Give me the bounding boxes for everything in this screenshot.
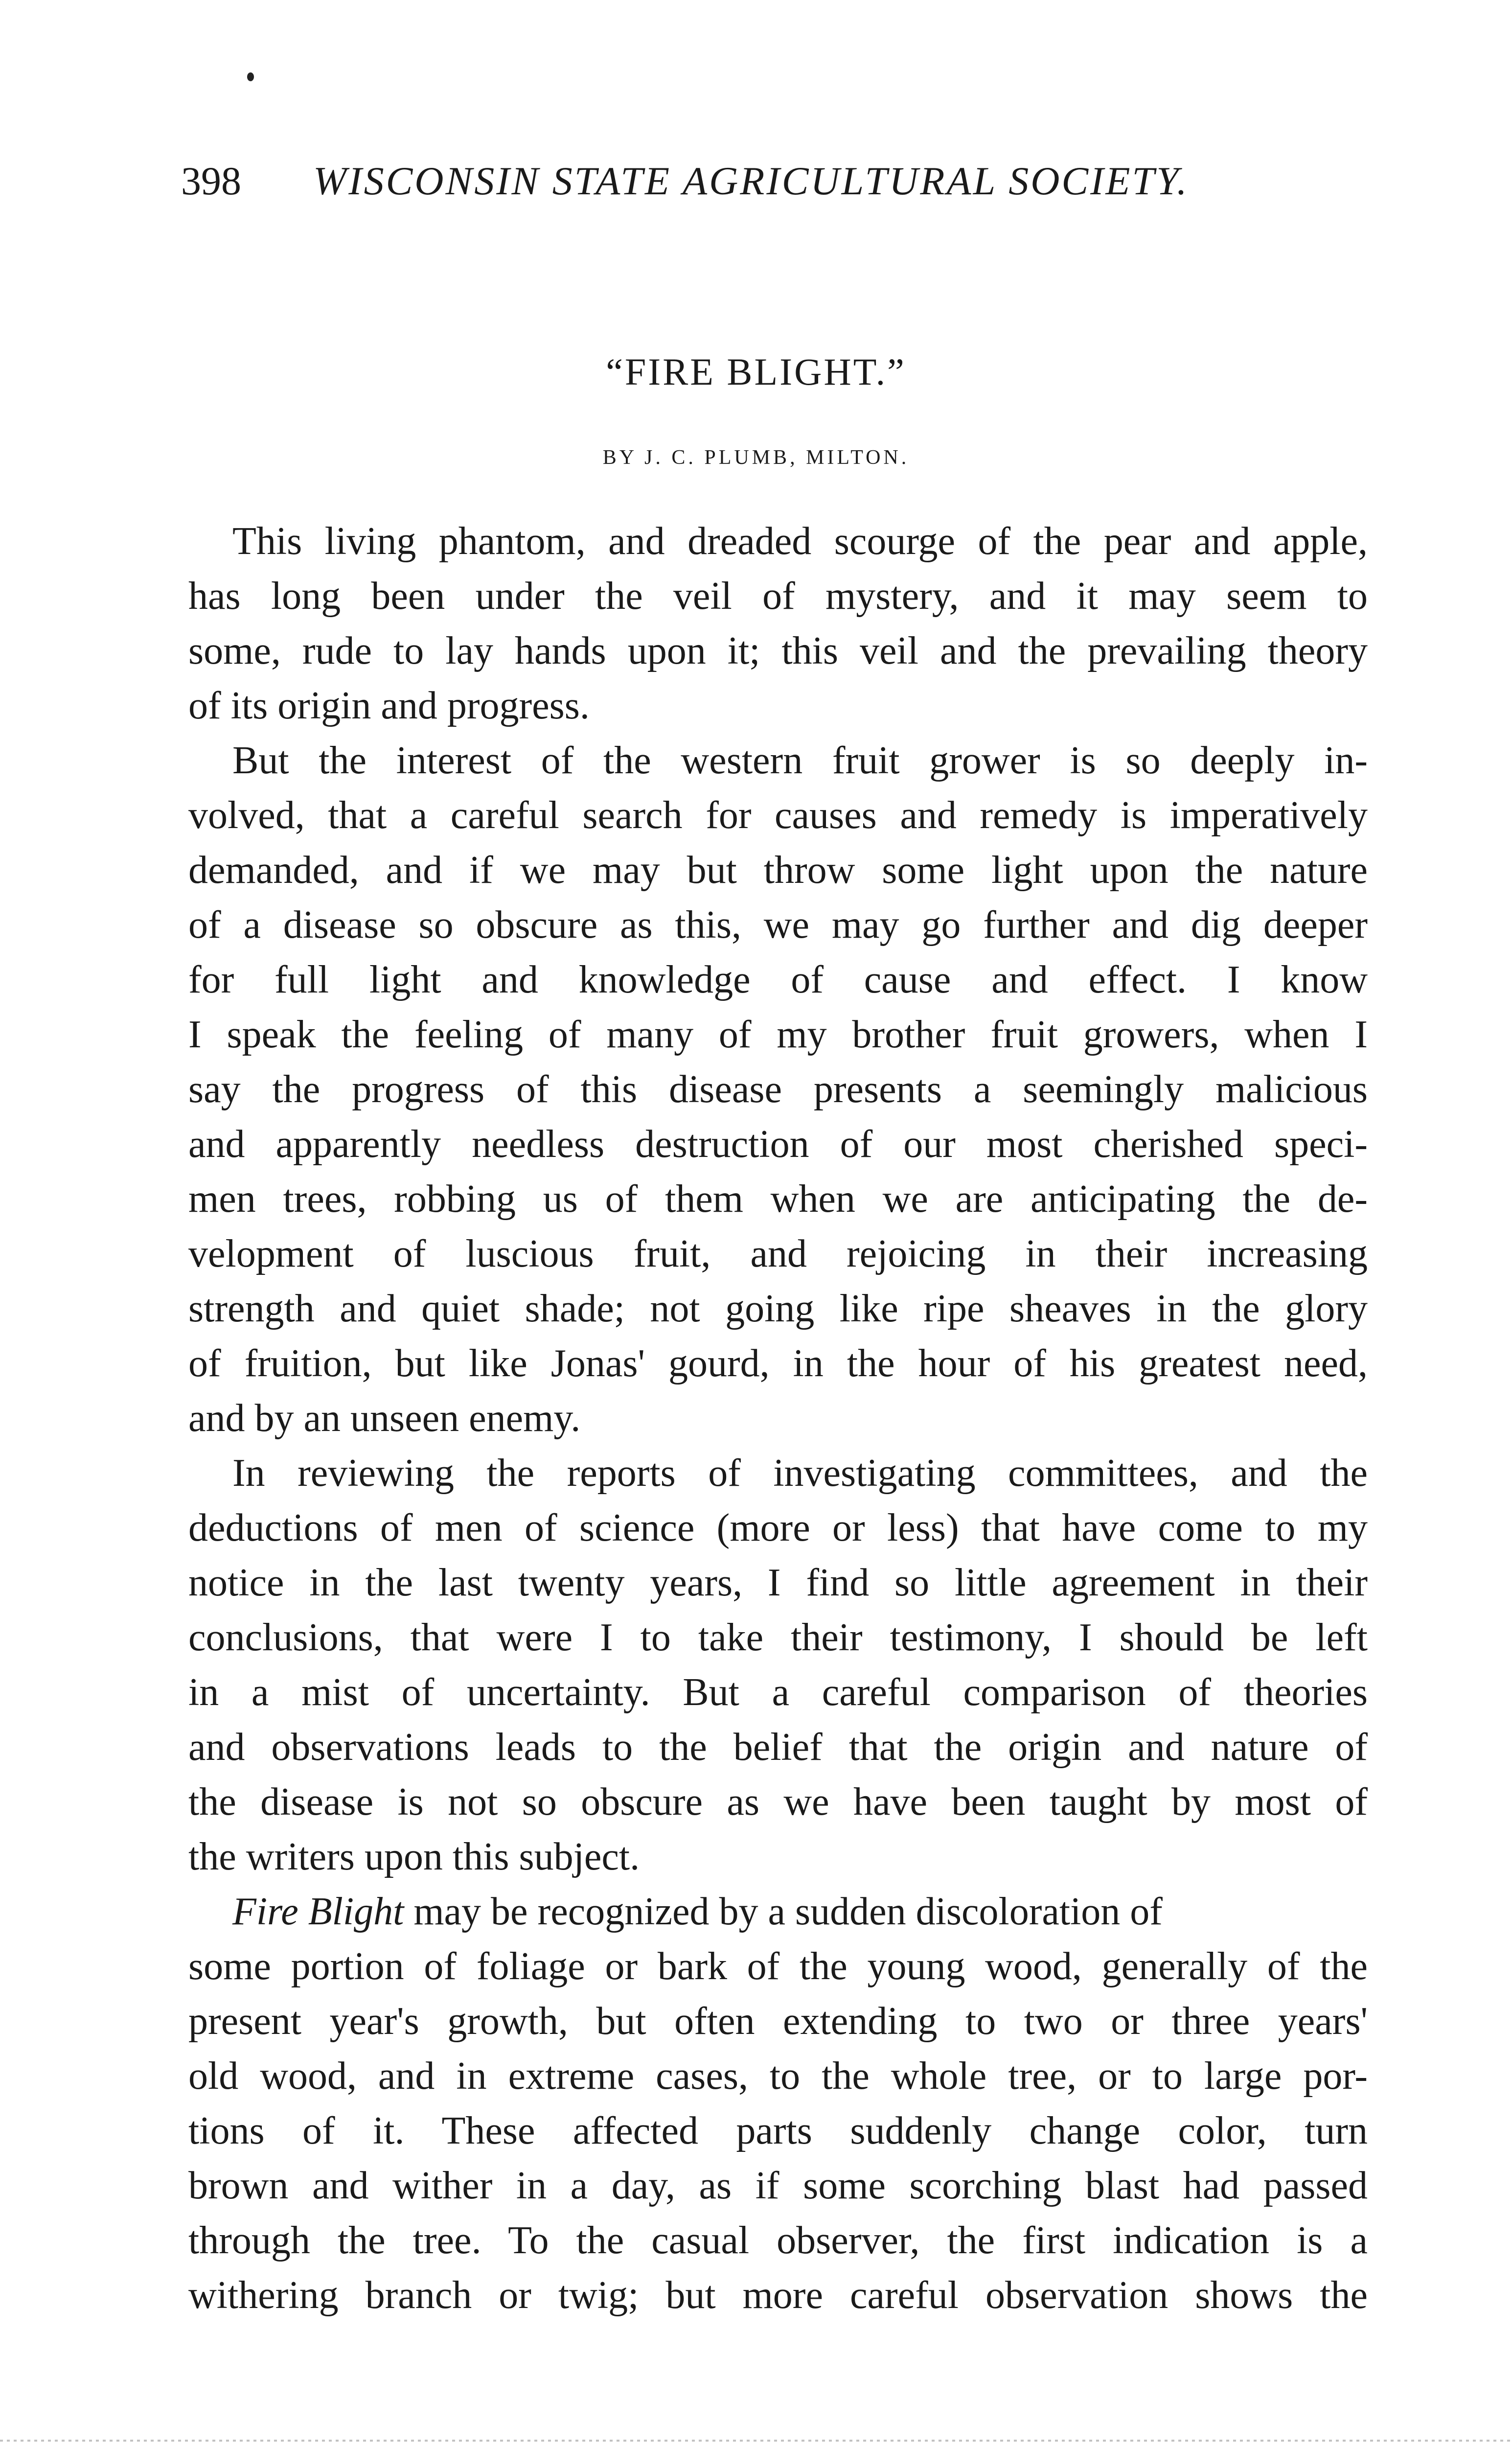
body-line: deductions of men of science (more or less) that have come to my xyxy=(188,1506,1368,1549)
body-line: present year's growth, but often extending to two or three years' xyxy=(188,2000,1368,2043)
body-line: This living phantom, and dreaded scourge of the pear and apple, xyxy=(232,520,1368,563)
body-line: volved, that a careful search for causes and remedy is imperatively xyxy=(188,794,1368,837)
body-line: through the tree. To the casual observer, the first indication is a xyxy=(188,2219,1368,2262)
body-line-rest: may be recognized by a sudden discoloration of xyxy=(404,1890,1163,1933)
body-line: of its origin and progress. xyxy=(188,684,590,727)
body-line: men trees, robbing us of them when we are anticipating the de- xyxy=(188,1177,1368,1221)
body-line xyxy=(188,1884,1368,1939)
page-header xyxy=(181,152,1355,220)
body-line: and apparently needless destruction of our most cherished speci- xyxy=(188,1123,1368,1166)
body-line: withering branch or twig; but more careful observation shows the xyxy=(188,2274,1368,2317)
body-line: and by an unseen enemy. xyxy=(188,1397,581,1440)
italic-term: Fire Blight xyxy=(232,1890,404,1933)
body-line: the writers upon this subject. xyxy=(188,1835,640,1878)
body-line: demanded, and if we may but throw some light upon the nature xyxy=(188,849,1368,892)
body-line: the disease is not so obscure as we have been taught by most of xyxy=(188,1780,1368,1824)
body-line: But the interest of the western fruit grower is so deeply in- xyxy=(232,739,1368,782)
article-body xyxy=(188,514,1368,2354)
article-title: “FIRE BLIGHT.” xyxy=(606,350,906,393)
body-line: brown and wither in a day, as if some scorching blast had passed xyxy=(188,2164,1368,2207)
body-line: some, rude to lay hands upon it; this veil and the prevailing theory xyxy=(188,629,1368,672)
body-line: in a mist of uncertainty. But a careful comparison of theories xyxy=(188,1671,1368,1714)
ink-speck xyxy=(247,72,254,81)
running-title: WISCONSIN STATE AGRICULTURAL SOCIETY. xyxy=(313,159,1189,203)
body-line: some portion of foliage or bark of the young wood, generally of the xyxy=(188,1945,1368,1988)
page-number: 398 xyxy=(181,159,241,203)
body-line: has long been under the veil of mystery, and it may seem to xyxy=(188,575,1368,618)
body-line: tions of it. These affected parts suddenly change color, turn xyxy=(188,2109,1368,2152)
body-line: conclusions, that were I to take their testimony, I should be left xyxy=(188,1616,1368,1659)
body-line: notice in the last twenty years, I find so little agreement in their xyxy=(188,1561,1368,1604)
body-line: and observations leads to the belief that the origin and nature of xyxy=(188,1726,1368,1769)
body-line: In reviewing the reports of investigating committees, and the xyxy=(232,1452,1368,1495)
body-line: velopment of luscious fruit, and rejoicing in their increasing xyxy=(188,1232,1368,1275)
body-line: strength and quiet shade; not going like ripe sheaves in the glory xyxy=(188,1287,1368,1330)
page-bottom-edge xyxy=(0,2440,1512,2442)
body-line: old wood, and in extreme cases, to the whole tree, or to large por- xyxy=(188,2055,1368,2098)
body-line: say the progress of this disease presents a seemingly malicious xyxy=(188,1068,1368,1111)
body-line: I speak the feeling of many of my brother fruit growers, when I xyxy=(188,1013,1368,1056)
article-byline: BY J. C. PLUMB, MILTON. xyxy=(602,446,910,469)
body-line: for full light and knowledge of cause and effect. I know xyxy=(188,958,1368,1001)
body-line: of fruition, but like Jonas' gourd, in the hour of his greatest need, xyxy=(188,1342,1368,1385)
body-line: of a disease so obscure as this, we may go further and dig deeper xyxy=(188,903,1368,946)
